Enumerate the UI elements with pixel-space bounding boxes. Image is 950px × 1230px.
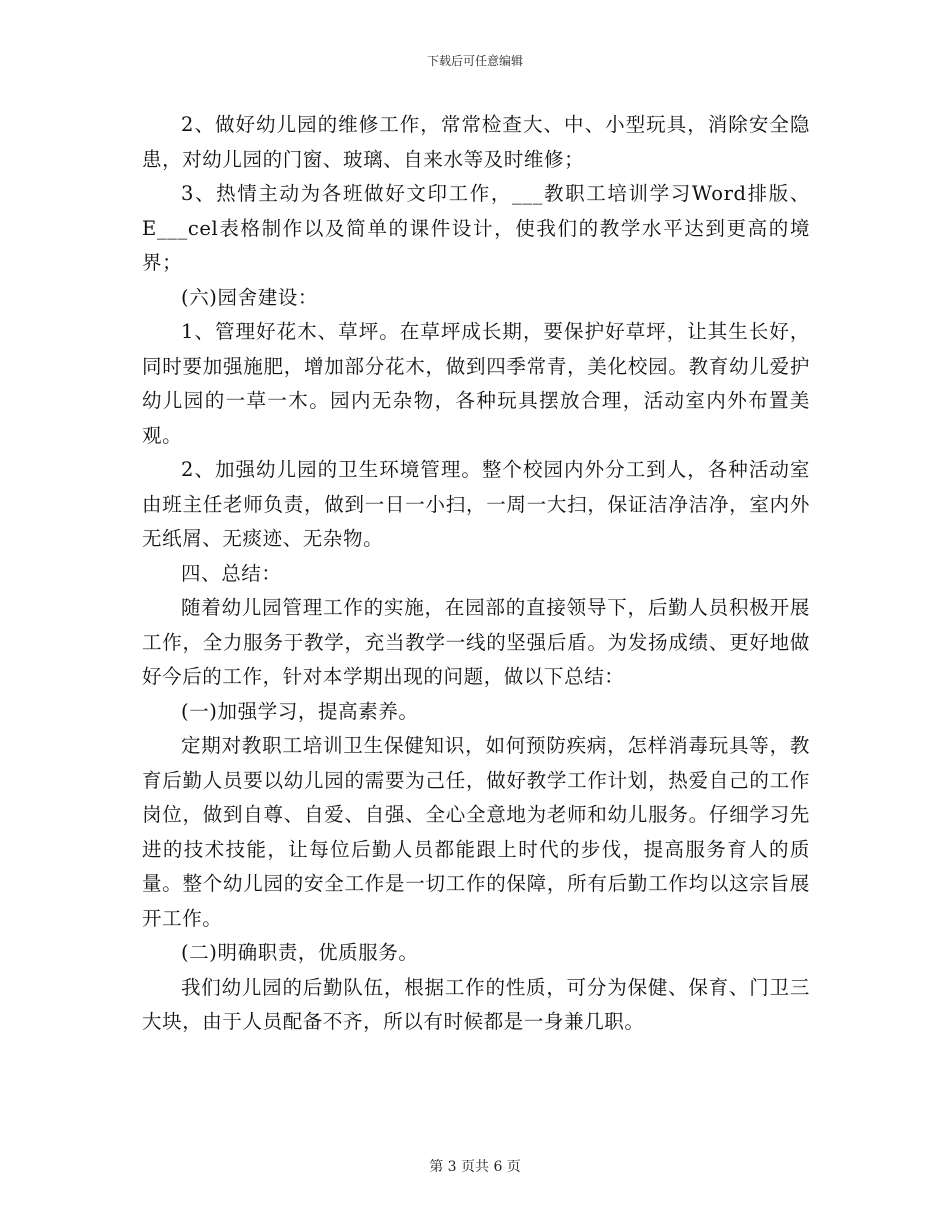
paragraph-summary-intro: 随着幼儿园管理工作的实施，在园部的直接领导下，后勤人员积极开展工作，全力服务于教学，充当教学一线的坚强后盾。为发扬成绩、更好地做好今后的工作，针对本学期出现的问题，做以下总结： (142, 596, 810, 688)
paragraph-greenery: 1、管理好花木、草坪。在草坪成长期，要保护好草坪，让其生长好，同时要加强施肥，增加部分花木，做到四季常青，美化校园。教育幼儿爱护幼儿园的一草一木。园内无杂物，各种玩具摆放合理，活动室内外布置美观。 (142, 320, 810, 447)
paragraph-logistics-team: 我们幼儿园的后勤队伍，根据工作的性质，可分为保健、保育、门卫三大块，由于人员配备不齐，所以有时候都是一身兼几职。 (142, 975, 810, 1033)
page-header: 下载后可任意编辑 (426, 54, 523, 68)
paragraph-training: 定期对教职工培训卫生保健知识，如何预防疾病，怎样消毒玩具等，教育后勤人员要以幼儿园的需要为己任，做好教学工作计划，热爱自己的工作岗位，做到自尊、自爱、自强、全心全意地为老师和幼儿服务。仔细学习先进的技术技能，让每位后勤人员都能跟上时代的步伐，提高服务育人的质量。整个幼儿园的安全工作是一切工作的保障，所有后勤工作均以这宗旨展开工作。 (142, 734, 810, 930)
document-body (142, 108, 810, 1040)
page-footer: 第 3 页共 6 页 (429, 1159, 521, 1175)
subheading-duties: (二)明确职责，优质服务。 (181, 941, 419, 964)
section-heading-summary: 四、总结： (181, 561, 282, 585)
paragraph-maintenance: 2、做好幼儿园的维修工作，常常检查大、中、小型玩具，消除安全隐患，对幼儿园的门窗、玻璃、自来水等及时维修； (142, 113, 810, 171)
paragraph-printing: 3、热情主动为各班做好文印工作，___教职工培训学习Word排版、E___cel表格制作以及简单的课件设计，使我们的教学水平达到更高的境界； (142, 182, 810, 274)
subheading-study: (一)加强学习，提高素养。 (181, 699, 419, 723)
paragraph-hygiene: 2、加强幼儿园的卫生环境管理。整个校园内外分工到人，各种活动室由班主任老师负责，做到一日一小扫，一周一大扫，保证洁净洁净，室内外无纸屑、无痰迹、无杂物。 (142, 458, 810, 550)
section-heading-campus-building: (六)园舍建设： (181, 285, 319, 309)
